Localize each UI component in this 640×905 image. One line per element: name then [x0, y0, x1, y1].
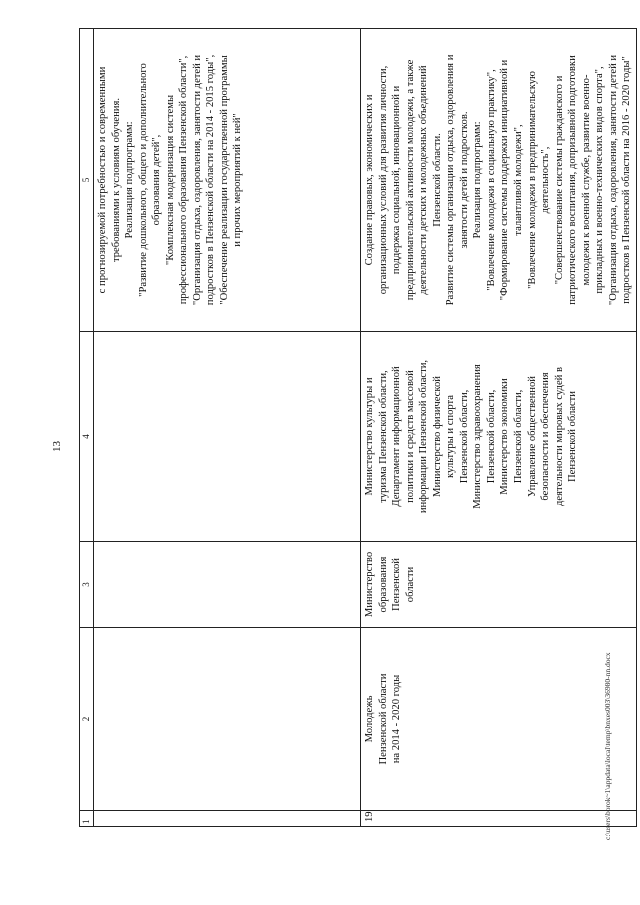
goals-line: прикладных и военно-технических видов спорта",	[594, 66, 606, 294]
coexecutor-line: Департамент информационной	[391, 366, 403, 507]
row-number-cell: 19.	[361, 811, 637, 827]
goals-line: Развитие системы организации отдыха, оздоровления и	[445, 54, 457, 306]
goals-line: предпринимательской активности молодежи, а также	[404, 59, 416, 301]
goals-line: "Организация отдыха, оздоровления, занятости детей и	[607, 54, 619, 306]
prev-goals-line: профессионального образования Пензенской области",	[178, 55, 190, 305]
responsible-line: Министерство	[364, 551, 375, 618]
responsible-executor-cell	[361, 542, 637, 628]
table-header-row	[80, 29, 94, 827]
table-row-continued	[94, 29, 361, 827]
goals-line: Создание правовых, экономических и	[364, 94, 375, 266]
goals-line: поддержка социальной, инновационной и	[391, 85, 403, 275]
goals-line: "Вовлечение молодежи в предпринимательскую	[526, 71, 538, 289]
coexecutor-line: Министерство физической	[431, 376, 443, 497]
prev-goals-cell	[94, 29, 361, 332]
programs-table	[79, 28, 637, 827]
goals-line: деятельности детских и молодежных объединений	[418, 65, 430, 295]
page-number: 13	[51, 441, 63, 452]
goals-line: Пензенской области.	[431, 133, 443, 227]
goals-line: талантливой молодежи",	[513, 124, 525, 236]
goals-cell	[361, 29, 637, 332]
goals-line: организационных условий для развития личности,	[377, 65, 389, 295]
coexecutor-line: Пензенской области,	[485, 389, 497, 484]
program-name-line: Молодежь	[364, 695, 375, 743]
prev-goals-line: "Развитие дошкольного, общего и дополнительного	[137, 63, 149, 297]
header-cell-3: 3	[80, 542, 94, 628]
header-cell-2: 2	[80, 628, 94, 811]
program-name-cell	[361, 628, 637, 811]
header-cell-5: 5	[80, 29, 94, 332]
coexecutor-line: Пензенской области,	[458, 389, 470, 484]
goals-line: "Формирование системы поддержки инициативной и	[499, 59, 511, 301]
coexecutor-line: Пензенской области,	[513, 389, 525, 484]
goals-line: занятости детей и подростков.	[458, 111, 470, 249]
goals-line: деятельность",	[540, 146, 552, 214]
prev-goals-line: с прогнозируемой потребностью и современными	[97, 66, 108, 294]
table-row-19	[361, 29, 637, 827]
prev-goals-line: "Организация отдыха, оздоровления, занятости детей и	[191, 54, 203, 306]
prev-program-cell	[94, 628, 361, 811]
prev-responsible-cell	[94, 542, 361, 628]
footer-file-path: c:\users\borok~1\appdata\local\temp\bnxes003\36980-nn.docx	[603, 652, 612, 840]
program-name-line: на 2014 - 2020 годы	[391, 674, 403, 764]
goals-line: "Совершенствование системы гражданского и	[553, 75, 565, 285]
coexecutor-line: Управление общественной	[526, 376, 538, 497]
prev-goals-line: "Обеспечение реализации государственной программы	[218, 55, 230, 305]
coexecutor-line: безопасности и обеспечения	[540, 372, 552, 501]
coexecutor-line: Министерство экономики	[499, 378, 511, 495]
coexecutor-line: туризма Пензенской области,	[377, 370, 389, 503]
coexecutor-line: Министерство здравоохранения	[472, 364, 484, 509]
header-cell-1: 1	[80, 811, 94, 827]
prev-goals-line: подростков в Пензенской области на 2014 - 2015 годы",	[205, 54, 217, 306]
responsible-line: Пензенской области	[391, 558, 416, 611]
goals-line: молодежи к военной службе, развитие военно-	[580, 74, 592, 286]
coexecutor-line: Министерство культуры и	[364, 377, 375, 496]
responsible-line: образования	[377, 556, 389, 613]
header-cell-4: 4	[80, 332, 94, 542]
coexecutor-line: Пензенской области	[567, 391, 579, 482]
prev-number-cell	[94, 811, 361, 827]
coexecutors-cell	[361, 332, 637, 542]
coexecutor-line: культуры и спорта	[445, 395, 457, 478]
goals-line: подростков в Пензенской области на 2016 - 2020 годы"	[621, 56, 633, 304]
coexecutor-line: деятельности мировых судей в	[553, 367, 565, 506]
prev-coexecutors-cell	[94, 332, 361, 542]
prev-goals-line: "Комплексная модернизация системы	[164, 94, 176, 266]
prev-goals-line: требованиями к условиям обучения.	[110, 98, 122, 262]
goals-line: патриотического воспитания, допризывной подготовки	[567, 55, 579, 305]
goals-line: "Вовлечение молодежи в социальную практику",	[485, 69, 497, 291]
goals-line: Реализация подпрограмм:	[472, 121, 484, 239]
coexecutor-line: политики и средств массовой	[404, 370, 416, 503]
coexecutor-line: информации Пензенской области,	[418, 359, 430, 514]
prev-goals-line: образования детей",	[151, 134, 163, 226]
program-name-line: Пензенской области	[377, 673, 389, 765]
prev-goals-line: Реализация подпрограмм:	[124, 121, 136, 239]
prev-goals-line: и прочих мероприятий к ней"	[232, 113, 244, 247]
